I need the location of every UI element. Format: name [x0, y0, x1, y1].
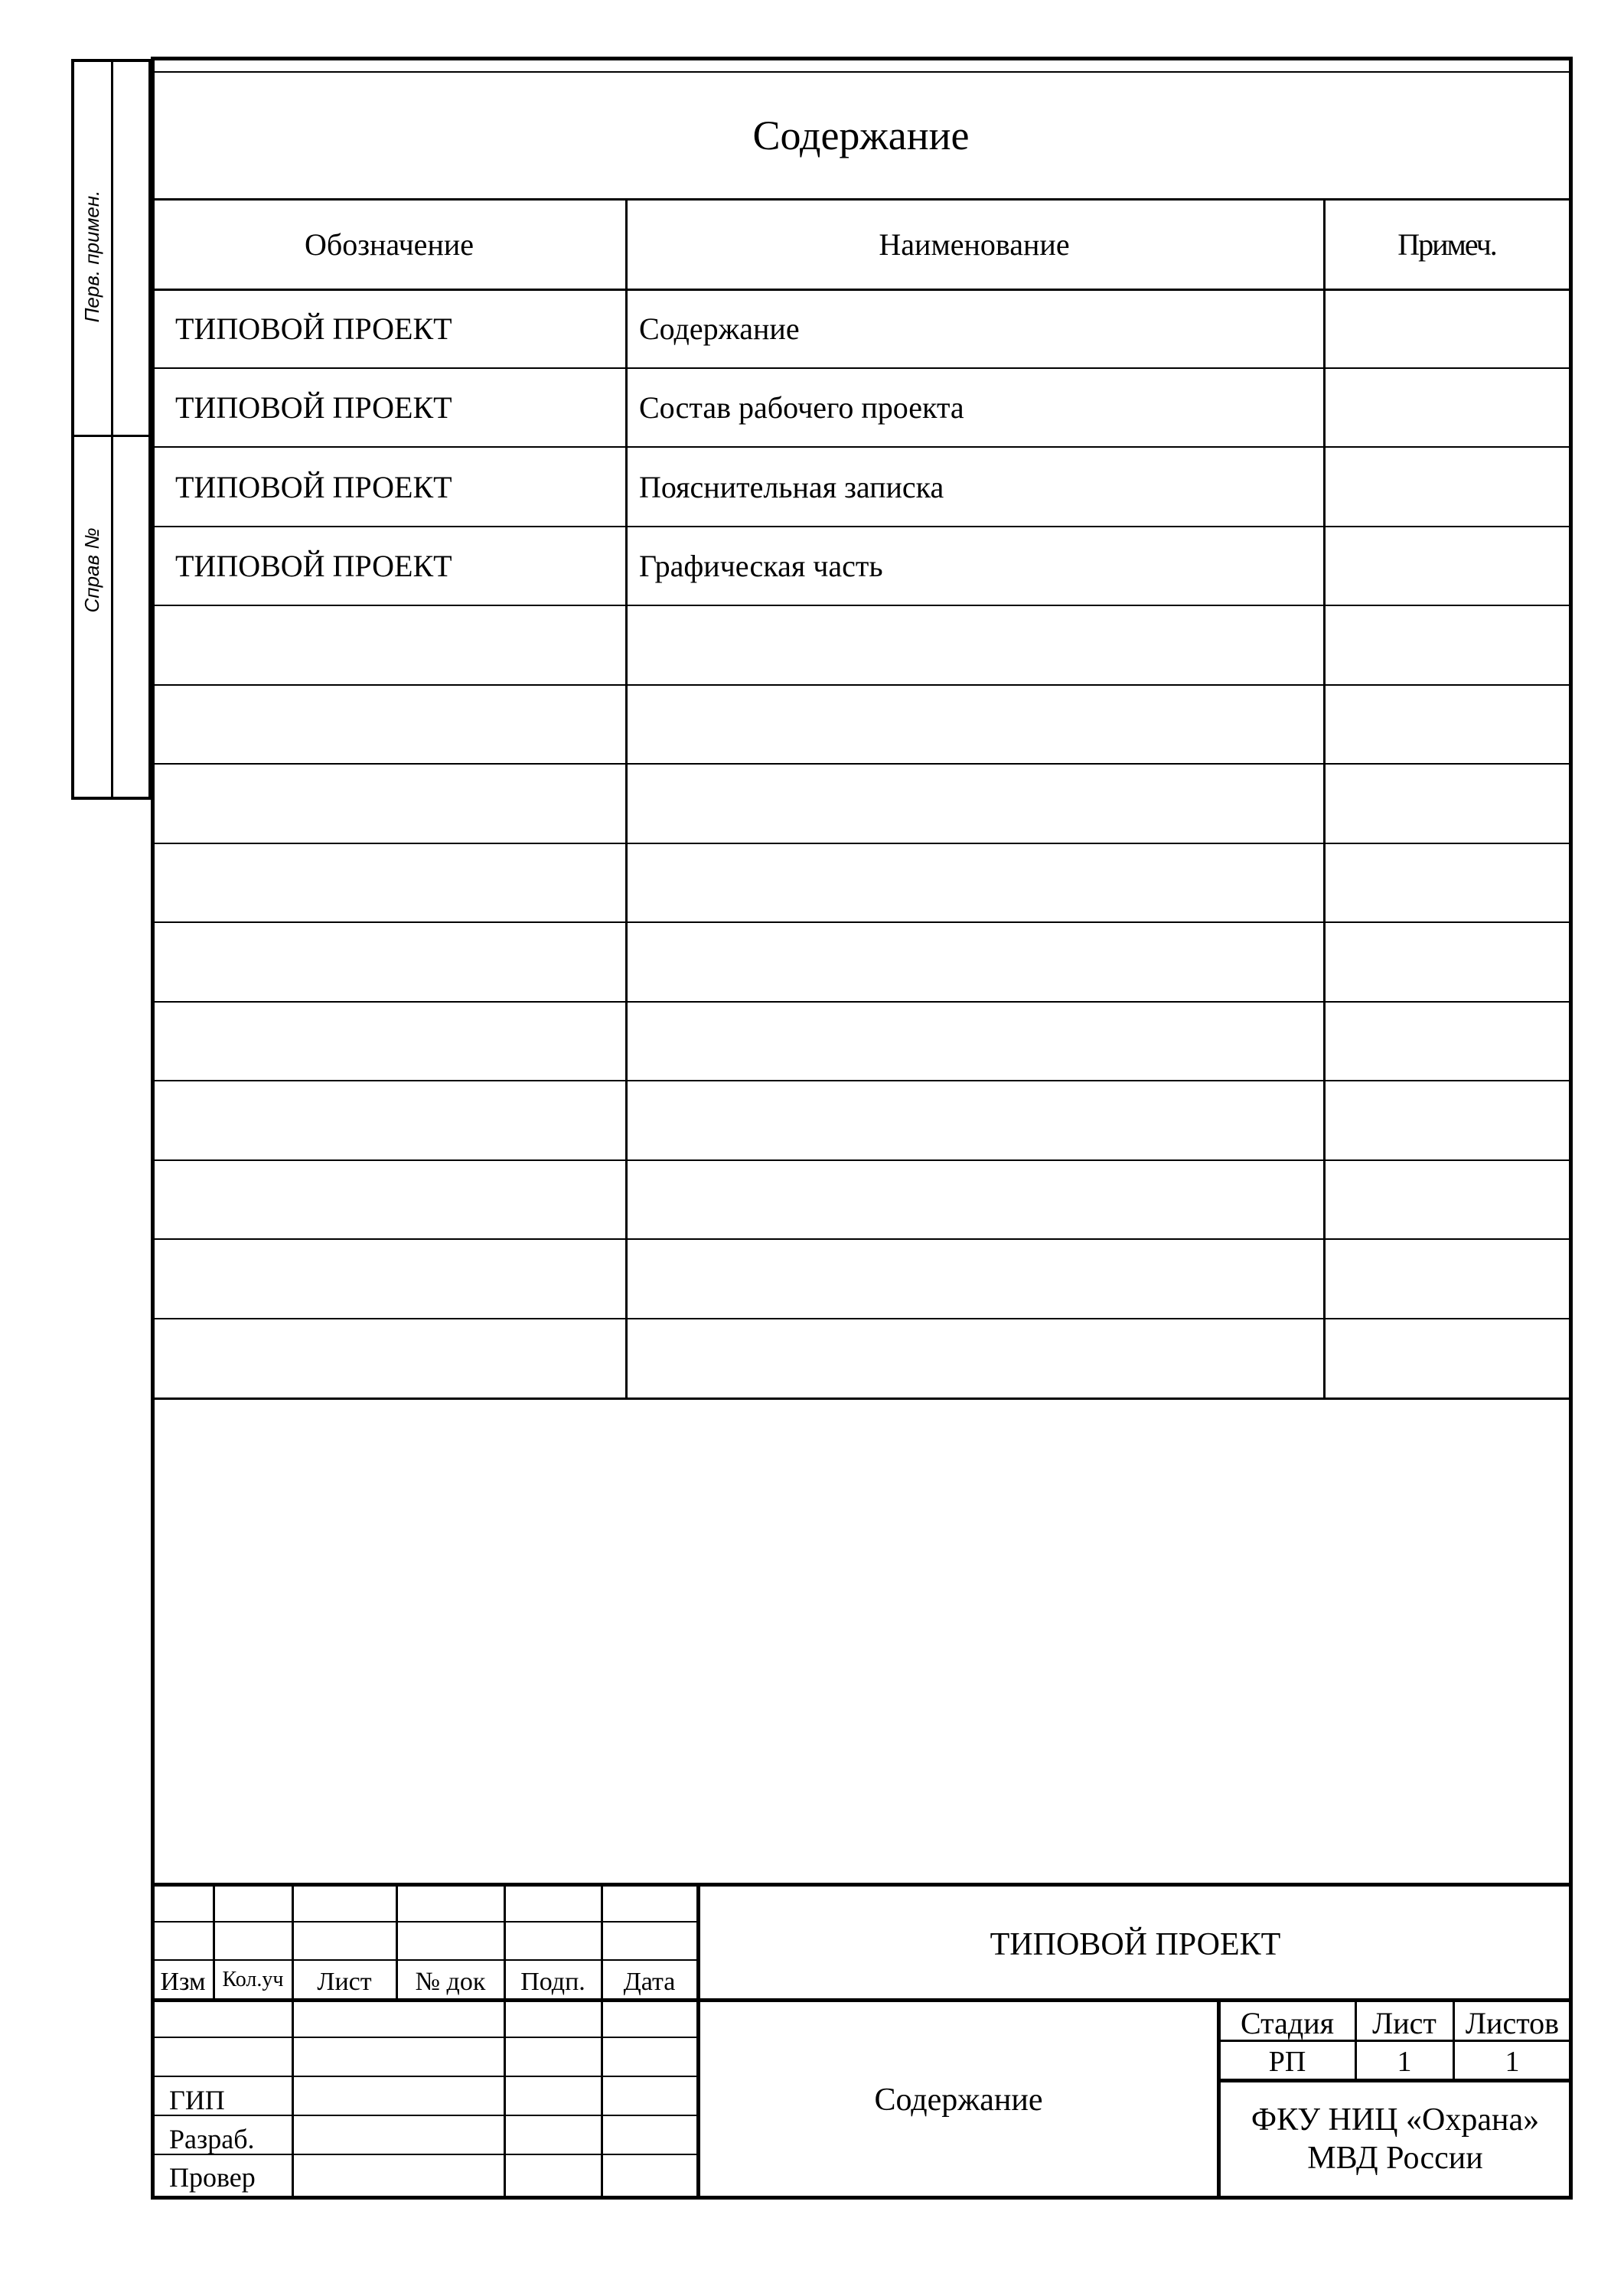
col-data-label: Дата — [623, 1968, 676, 1996]
stamp-top-border — [151, 1883, 1573, 1887]
role-gip-label: ГИП — [169, 2085, 225, 2115]
sheet-value: 1 — [1397, 2046, 1412, 2078]
row-border — [153, 1397, 1570, 1400]
row-border — [153, 684, 1570, 686]
project-code: ТИПОВОЙ ПРОЕКТ — [990, 1927, 1281, 1962]
row-border — [153, 446, 1570, 448]
sheets-label: Листов — [1465, 2006, 1560, 2040]
header-designation: Обозначение — [304, 227, 474, 262]
stamp-row-line — [153, 1959, 698, 1961]
table-col-divider-1 — [625, 198, 628, 1400]
row-name: Содержание — [639, 311, 800, 346]
col-podp-label: Подп. — [520, 1968, 585, 1996]
organization-line-2: МВД России — [1307, 2141, 1483, 2176]
row-designation: ТИПОВОЙ ПРОЕКТ — [175, 311, 452, 346]
header-name: Наименование — [879, 227, 1070, 262]
table-col-divider-2 — [1323, 198, 1326, 1400]
row-designation: ТИПОВОЙ ПРОЕКТ — [175, 390, 452, 425]
stamp-row-line — [153, 2076, 698, 2077]
frame-right — [1569, 57, 1573, 2200]
stamp-row-line — [153, 1921, 698, 1923]
side-stamp-divider — [111, 59, 113, 800]
sheets-value: 1 — [1505, 2046, 1520, 2078]
row-name: Пояснительная записка — [639, 470, 944, 504]
header-note: Примеч. — [1397, 227, 1496, 262]
stamp-row-line-main — [153, 1998, 1570, 2002]
organization-line-1: ФКУ НИЦ «Охрана» — [1251, 2102, 1540, 2138]
stamp-row-line — [153, 2115, 698, 2116]
role-prover-label: Провер — [169, 2162, 256, 2193]
row-border — [153, 605, 1570, 606]
role-razrab-label: Разраб. — [169, 2124, 255, 2154]
row-name: Графическая часть — [639, 549, 883, 583]
stage-label: Стадия — [1240, 2006, 1335, 2040]
table-header-border — [153, 289, 1570, 291]
frame-left — [151, 57, 155, 2200]
row-designation: ТИПОВОЙ ПРОЕКТ — [175, 549, 452, 583]
stamp-col-line — [504, 1885, 506, 2197]
col-list-label: Лист — [317, 1968, 372, 1996]
row-border — [153, 367, 1570, 369]
frame-bottom — [151, 2196, 1573, 2200]
frame-top-inner — [153, 71, 1570, 73]
col-kol-uch-label: Кол.уч — [222, 1968, 284, 1991]
row-border — [153, 1238, 1570, 1240]
page-title: Содержание — [752, 113, 970, 158]
perv-primen-label: Перв. примен. — [80, 190, 103, 323]
row-border — [153, 843, 1570, 844]
side-stamp-row-divider — [71, 435, 152, 437]
row-border — [153, 1318, 1570, 1319]
stage-value: РП — [1268, 2046, 1306, 2078]
stamp-col-line — [601, 1885, 603, 2197]
row-border — [153, 526, 1570, 527]
row-name: Состав рабочего проекта — [639, 390, 964, 425]
table-top-border — [153, 198, 1570, 201]
row-border — [153, 1080, 1570, 1081]
sprav-no-label: Справ № — [80, 527, 103, 613]
frame-top — [151, 57, 1573, 60]
sheet-label: Лист — [1372, 2006, 1436, 2040]
row-border — [153, 921, 1570, 923]
row-border — [153, 763, 1570, 765]
row-border — [153, 1001, 1570, 1003]
col-izm-label: Изм — [160, 1968, 206, 1996]
sheet-name: Содержание — [874, 2082, 1043, 2118]
stamp-row-line — [153, 2037, 698, 2038]
stamp-org-top-line — [1218, 2079, 1570, 2082]
row-border — [153, 1159, 1570, 1161]
col-no-dok-label: № док — [415, 1968, 486, 1996]
stamp-col-line — [292, 1885, 294, 2197]
row-designation: ТИПОВОЙ ПРОЕКТ — [175, 470, 452, 504]
